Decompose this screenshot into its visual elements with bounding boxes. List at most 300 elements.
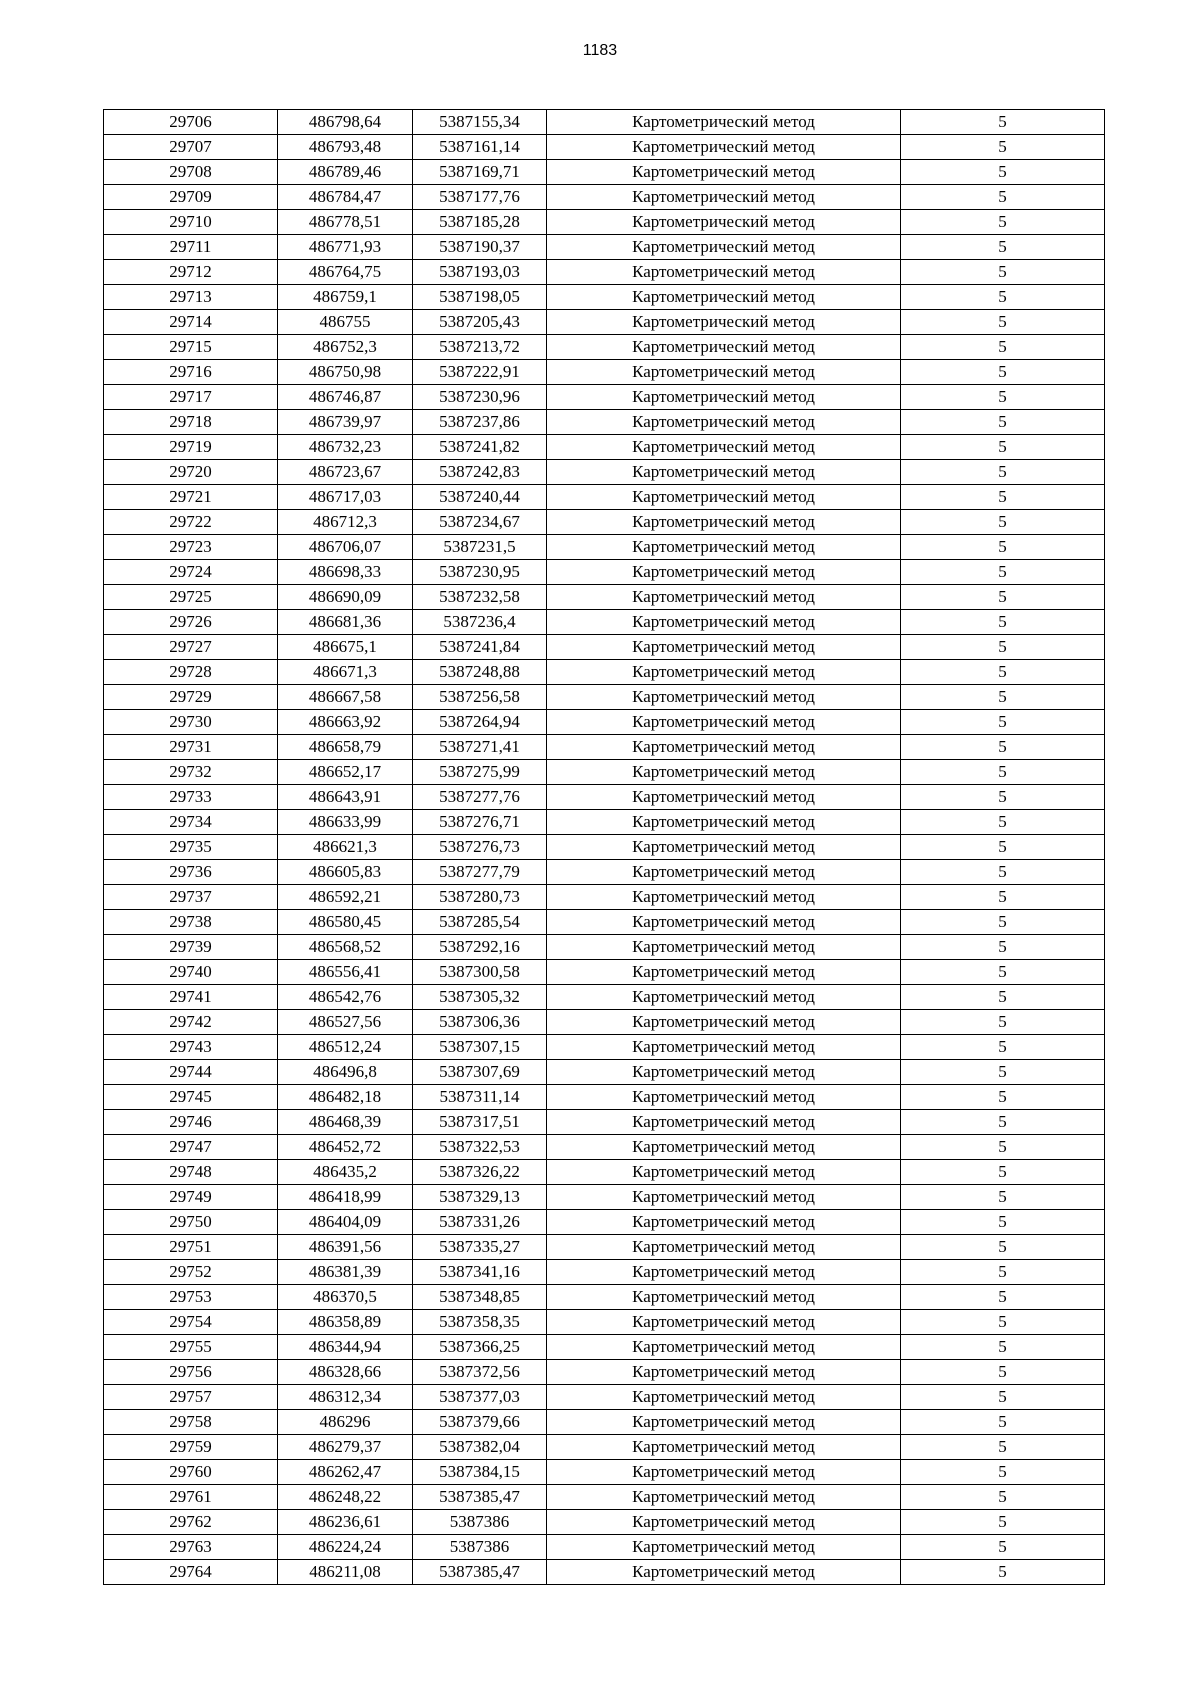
precision-cell: 5 [901, 660, 1105, 685]
point-number-cell: 29740 [104, 960, 278, 985]
x-coordinate-cell: 486279,37 [278, 1435, 413, 1460]
method-cell: Картометрический метод [547, 335, 901, 360]
x-coordinate-cell: 486592,21 [278, 885, 413, 910]
x-coordinate-cell: 486236,61 [278, 1510, 413, 1535]
point-number-cell: 29729 [104, 685, 278, 710]
x-coordinate-cell: 486211,08 [278, 1560, 413, 1585]
method-cell: Картометрический метод [547, 1335, 901, 1360]
point-number-cell: 29708 [104, 160, 278, 185]
y-coordinate-cell: 5387232,58 [413, 585, 547, 610]
precision-cell: 5 [901, 1285, 1105, 1310]
table-row [104, 910, 1105, 935]
precision-cell: 5 [901, 310, 1105, 335]
point-number-cell: 29734 [104, 810, 278, 835]
point-number-cell: 29719 [104, 435, 278, 460]
precision-cell: 5 [901, 760, 1105, 785]
table-row [104, 1385, 1105, 1410]
table-row [104, 885, 1105, 910]
method-cell: Картометрический метод [547, 610, 901, 635]
point-number-cell: 29759 [104, 1435, 278, 1460]
page-number: 1183 [582, 42, 618, 59]
y-coordinate-cell: 5387285,54 [413, 910, 547, 935]
method-cell: Картометрический метод [547, 710, 901, 735]
x-coordinate-cell: 486328,66 [278, 1360, 413, 1385]
x-coordinate-cell: 486798,64 [278, 110, 413, 135]
method-cell: Картометрический метод [547, 1260, 901, 1285]
point-number-cell: 29710 [104, 210, 278, 235]
point-number-cell: 29745 [104, 1085, 278, 1110]
y-coordinate-cell: 5387185,28 [413, 210, 547, 235]
method-cell: Картометрический метод [547, 685, 901, 710]
point-number-cell: 29726 [104, 610, 278, 635]
point-number-cell: 29718 [104, 410, 278, 435]
y-coordinate-cell: 5387276,73 [413, 835, 547, 860]
x-coordinate-cell: 486568,52 [278, 935, 413, 960]
method-cell: Картометрический метод [547, 135, 901, 160]
method-cell: Картометрический метод [547, 1535, 901, 1560]
x-coordinate-cell: 486344,94 [278, 1335, 413, 1360]
precision-cell: 5 [901, 1010, 1105, 1035]
point-number-cell: 29730 [104, 710, 278, 735]
table-row [104, 835, 1105, 860]
method-cell: Картометрический метод [547, 260, 901, 285]
point-number-cell: 29743 [104, 1035, 278, 1060]
method-cell: Картометрический метод [547, 1235, 901, 1260]
method-cell: Картометрический метод [547, 935, 901, 960]
point-number-cell: 29746 [104, 1110, 278, 1135]
table-row [104, 785, 1105, 810]
table-row [104, 510, 1105, 535]
coordinates-table-body [104, 110, 1105, 1585]
table-row [104, 760, 1105, 785]
precision-cell: 5 [901, 835, 1105, 860]
y-coordinate-cell: 5387307,69 [413, 1060, 547, 1085]
method-cell: Картометрический метод [547, 360, 901, 385]
precision-cell: 5 [901, 610, 1105, 635]
precision-cell: 5 [901, 235, 1105, 260]
precision-cell: 5 [901, 735, 1105, 760]
point-number-cell: 29713 [104, 285, 278, 310]
coordinates-table [103, 109, 1105, 1585]
x-coordinate-cell: 486512,24 [278, 1035, 413, 1060]
method-cell: Картометрический метод [547, 285, 901, 310]
precision-cell: 5 [901, 510, 1105, 535]
point-number-cell: 29753 [104, 1285, 278, 1310]
y-coordinate-cell: 5387358,35 [413, 1310, 547, 1335]
point-number-cell: 29762 [104, 1510, 278, 1535]
x-coordinate-cell: 486556,41 [278, 960, 413, 985]
x-coordinate-cell: 486496,8 [278, 1060, 413, 1085]
y-coordinate-cell: 5387348,85 [413, 1285, 547, 1310]
y-coordinate-cell: 5387331,26 [413, 1210, 547, 1235]
y-coordinate-cell: 5387271,41 [413, 735, 547, 760]
precision-cell: 5 [901, 410, 1105, 435]
x-coordinate-cell: 486759,1 [278, 285, 413, 310]
y-coordinate-cell: 5387306,36 [413, 1010, 547, 1035]
precision-cell: 5 [901, 1210, 1105, 1235]
table-row [104, 685, 1105, 710]
x-coordinate-cell: 486675,1 [278, 635, 413, 660]
method-cell: Картометрический метод [547, 385, 901, 410]
method-cell: Картометрический метод [547, 510, 901, 535]
precision-cell: 5 [901, 210, 1105, 235]
y-coordinate-cell: 5387386 [413, 1510, 547, 1535]
table-row [104, 235, 1105, 260]
point-number-cell: 29709 [104, 185, 278, 210]
point-number-cell: 29744 [104, 1060, 278, 1085]
table-row [104, 410, 1105, 435]
table-row [104, 1110, 1105, 1135]
x-coordinate-cell: 486681,36 [278, 610, 413, 635]
precision-cell: 5 [901, 635, 1105, 660]
table-row [104, 435, 1105, 460]
point-number-cell: 29725 [104, 585, 278, 610]
point-number-cell: 29752 [104, 1260, 278, 1285]
x-coordinate-cell: 486739,97 [278, 410, 413, 435]
table-row [104, 1260, 1105, 1285]
precision-cell: 5 [901, 685, 1105, 710]
table-row [104, 110, 1105, 135]
x-coordinate-cell: 486633,99 [278, 810, 413, 835]
point-number-cell: 29754 [104, 1310, 278, 1335]
precision-cell: 5 [901, 1335, 1105, 1360]
method-cell: Картометрический метод [547, 1360, 901, 1385]
x-coordinate-cell: 486312,34 [278, 1385, 413, 1410]
point-number-cell: 29735 [104, 835, 278, 860]
method-cell: Картометрический метод [547, 160, 901, 185]
x-coordinate-cell: 486435,2 [278, 1160, 413, 1185]
precision-cell: 5 [901, 560, 1105, 585]
table-row [104, 1360, 1105, 1385]
method-cell: Картометрический метод [547, 785, 901, 810]
x-coordinate-cell: 486542,76 [278, 985, 413, 1010]
precision-cell: 5 [901, 1410, 1105, 1435]
y-coordinate-cell: 5387276,71 [413, 810, 547, 835]
y-coordinate-cell: 5387277,79 [413, 860, 547, 885]
method-cell: Картометрический метод [547, 185, 901, 210]
table-row [104, 285, 1105, 310]
point-number-cell: 29742 [104, 1010, 278, 1035]
y-coordinate-cell: 5387326,22 [413, 1160, 547, 1185]
precision-cell: 5 [901, 135, 1105, 160]
point-number-cell: 29706 [104, 110, 278, 135]
y-coordinate-cell: 5387241,82 [413, 435, 547, 460]
point-number-cell: 29741 [104, 985, 278, 1010]
precision-cell: 5 [901, 1435, 1105, 1460]
point-number-cell: 29764 [104, 1560, 278, 1585]
method-cell: Картометрический метод [547, 735, 901, 760]
y-coordinate-cell: 5387300,58 [413, 960, 547, 985]
precision-cell: 5 [901, 1535, 1105, 1560]
x-coordinate-cell: 486580,45 [278, 910, 413, 935]
y-coordinate-cell: 5387307,15 [413, 1035, 547, 1060]
y-coordinate-cell: 5387234,67 [413, 510, 547, 535]
method-cell: Картометрический метод [547, 1385, 901, 1410]
y-coordinate-cell: 5387193,03 [413, 260, 547, 285]
x-coordinate-cell: 486262,47 [278, 1460, 413, 1485]
point-number-cell: 29712 [104, 260, 278, 285]
method-cell: Картометрический метод [547, 1460, 901, 1485]
table-row [104, 160, 1105, 185]
table-row [104, 1285, 1105, 1310]
method-cell: Картометрический метод [547, 1510, 901, 1535]
y-coordinate-cell: 5387236,4 [413, 610, 547, 635]
method-cell: Картометрический метод [547, 1410, 901, 1435]
precision-cell: 5 [901, 1560, 1105, 1585]
y-coordinate-cell: 5387311,14 [413, 1085, 547, 1110]
precision-cell: 5 [901, 360, 1105, 385]
x-coordinate-cell: 486381,39 [278, 1260, 413, 1285]
table-row [104, 1510, 1105, 1535]
point-number-cell: 29715 [104, 335, 278, 360]
precision-cell: 5 [901, 185, 1105, 210]
point-number-cell: 29747 [104, 1135, 278, 1160]
precision-cell: 5 [901, 985, 1105, 1010]
point-number-cell: 29723 [104, 535, 278, 560]
y-coordinate-cell: 5387198,05 [413, 285, 547, 310]
method-cell: Картометрический метод [547, 485, 901, 510]
table-row [104, 1185, 1105, 1210]
table-row [104, 1210, 1105, 1235]
table-row [104, 935, 1105, 960]
x-coordinate-cell: 486621,3 [278, 835, 413, 860]
precision-cell: 5 [901, 535, 1105, 560]
precision-cell: 5 [901, 1035, 1105, 1060]
x-coordinate-cell: 486667,58 [278, 685, 413, 710]
y-coordinate-cell: 5387190,37 [413, 235, 547, 260]
table-row [104, 310, 1105, 335]
method-cell: Картометрический метод [547, 560, 901, 585]
x-coordinate-cell: 486706,07 [278, 535, 413, 560]
table-row [104, 560, 1105, 585]
precision-cell: 5 [901, 1510, 1105, 1535]
y-coordinate-cell: 5387256,58 [413, 685, 547, 710]
method-cell: Картометрический метод [547, 1285, 901, 1310]
method-cell: Картометрический метод [547, 860, 901, 885]
table-row [104, 135, 1105, 160]
method-cell: Картометрический метод [547, 835, 901, 860]
y-coordinate-cell: 5387161,14 [413, 135, 547, 160]
point-number-cell: 29727 [104, 635, 278, 660]
table-row [104, 860, 1105, 885]
table-row [104, 210, 1105, 235]
precision-cell: 5 [901, 860, 1105, 885]
table-row [104, 660, 1105, 685]
x-coordinate-cell: 486482,18 [278, 1085, 413, 1110]
precision-cell: 5 [901, 960, 1105, 985]
method-cell: Картометрический метод [547, 760, 901, 785]
x-coordinate-cell: 486643,91 [278, 785, 413, 810]
y-coordinate-cell: 5387231,5 [413, 535, 547, 560]
method-cell: Картометрический метод [547, 635, 901, 660]
y-coordinate-cell: 5387366,25 [413, 1335, 547, 1360]
precision-cell: 5 [901, 1110, 1105, 1135]
x-coordinate-cell: 486527,56 [278, 1010, 413, 1035]
table-row [104, 810, 1105, 835]
precision-cell: 5 [901, 1235, 1105, 1260]
y-coordinate-cell: 5387242,83 [413, 460, 547, 485]
precision-cell: 5 [901, 710, 1105, 735]
method-cell: Картометрический метод [547, 1160, 901, 1185]
precision-cell: 5 [901, 1310, 1105, 1335]
x-coordinate-cell: 486771,93 [278, 235, 413, 260]
x-coordinate-cell: 486717,03 [278, 485, 413, 510]
point-number-cell: 29758 [104, 1410, 278, 1435]
y-coordinate-cell: 5387329,13 [413, 1185, 547, 1210]
point-number-cell: 29749 [104, 1185, 278, 1210]
table-row [104, 485, 1105, 510]
point-number-cell: 29756 [104, 1360, 278, 1385]
method-cell: Картометрический метод [547, 235, 901, 260]
point-number-cell: 29711 [104, 235, 278, 260]
x-coordinate-cell: 486752,3 [278, 335, 413, 360]
method-cell: Картометрический метод [547, 1485, 901, 1510]
table-row [104, 1160, 1105, 1185]
method-cell: Картометрический метод [547, 885, 901, 910]
precision-cell: 5 [901, 1060, 1105, 1085]
precision-cell: 5 [901, 885, 1105, 910]
method-cell: Картометрический метод [547, 985, 901, 1010]
table-row [104, 1235, 1105, 1260]
table-row [104, 385, 1105, 410]
point-number-cell: 29720 [104, 460, 278, 485]
x-coordinate-cell: 486224,24 [278, 1535, 413, 1560]
point-number-cell: 29728 [104, 660, 278, 685]
table-row [104, 1010, 1105, 1035]
y-coordinate-cell: 5387305,32 [413, 985, 547, 1010]
table-row [104, 1135, 1105, 1160]
point-number-cell: 29721 [104, 485, 278, 510]
point-number-cell: 29737 [104, 885, 278, 910]
y-coordinate-cell: 5387385,47 [413, 1485, 547, 1510]
method-cell: Картометрический метод [547, 910, 901, 935]
point-number-cell: 29760 [104, 1460, 278, 1485]
precision-cell: 5 [901, 935, 1105, 960]
x-coordinate-cell: 486784,47 [278, 185, 413, 210]
y-coordinate-cell: 5387177,76 [413, 185, 547, 210]
x-coordinate-cell: 486764,75 [278, 260, 413, 285]
x-coordinate-cell: 486605,83 [278, 860, 413, 885]
y-coordinate-cell: 5387222,91 [413, 360, 547, 385]
y-coordinate-cell: 5387382,04 [413, 1435, 547, 1460]
point-number-cell: 29750 [104, 1210, 278, 1235]
method-cell: Картометрический метод [547, 1185, 901, 1210]
precision-cell: 5 [901, 910, 1105, 935]
point-number-cell: 29739 [104, 935, 278, 960]
method-cell: Картометрический метод [547, 110, 901, 135]
table-row [104, 710, 1105, 735]
y-coordinate-cell: 5387317,51 [413, 1110, 547, 1135]
point-number-cell: 29717 [104, 385, 278, 410]
table-row [104, 1460, 1105, 1485]
method-cell: Картометрический метод [547, 460, 901, 485]
table-row [104, 1035, 1105, 1060]
precision-cell: 5 [901, 485, 1105, 510]
x-coordinate-cell: 486370,5 [278, 1285, 413, 1310]
y-coordinate-cell: 5387240,44 [413, 485, 547, 510]
point-number-cell: 29761 [104, 1485, 278, 1510]
x-coordinate-cell: 486452,72 [278, 1135, 413, 1160]
table-row [104, 535, 1105, 560]
x-coordinate-cell: 486793,48 [278, 135, 413, 160]
table-row [104, 1560, 1105, 1585]
y-coordinate-cell: 5387384,15 [413, 1460, 547, 1485]
x-coordinate-cell: 486789,46 [278, 160, 413, 185]
precision-cell: 5 [901, 585, 1105, 610]
y-coordinate-cell: 5387230,96 [413, 385, 547, 410]
precision-cell: 5 [901, 285, 1105, 310]
precision-cell: 5 [901, 1360, 1105, 1385]
y-coordinate-cell: 5387386 [413, 1535, 547, 1560]
table-row [104, 610, 1105, 635]
y-coordinate-cell: 5387280,73 [413, 885, 547, 910]
point-number-cell: 29733 [104, 785, 278, 810]
precision-cell: 5 [901, 335, 1105, 360]
precision-cell: 5 [901, 1460, 1105, 1485]
table-row [104, 260, 1105, 285]
method-cell: Картометрический метод [547, 535, 901, 560]
x-coordinate-cell: 486671,3 [278, 660, 413, 685]
method-cell: Картометрический метод [547, 1035, 901, 1060]
method-cell: Картометрический метод [547, 410, 901, 435]
point-number-cell: 29731 [104, 735, 278, 760]
x-coordinate-cell: 486750,98 [278, 360, 413, 385]
y-coordinate-cell: 5387275,99 [413, 760, 547, 785]
method-cell: Картометрический метод [547, 660, 901, 685]
method-cell: Картометрический метод [547, 1210, 901, 1235]
point-number-cell: 29732 [104, 760, 278, 785]
table-row [104, 1410, 1105, 1435]
method-cell: Картометрический метод [547, 1060, 901, 1085]
precision-cell: 5 [901, 1485, 1105, 1510]
y-coordinate-cell: 5387230,95 [413, 560, 547, 585]
y-coordinate-cell: 5387264,94 [413, 710, 547, 735]
table-row [104, 360, 1105, 385]
table-row [104, 460, 1105, 485]
point-number-cell: 29736 [104, 860, 278, 885]
table-row [104, 335, 1105, 360]
x-coordinate-cell: 486712,3 [278, 510, 413, 535]
method-cell: Картометрический метод [547, 1310, 901, 1335]
method-cell: Картометрический метод [547, 1110, 901, 1135]
x-coordinate-cell: 486755 [278, 310, 413, 335]
method-cell: Картометрический метод [547, 1085, 901, 1110]
method-cell: Картометрический метод [547, 585, 901, 610]
y-coordinate-cell: 5387372,56 [413, 1360, 547, 1385]
y-coordinate-cell: 5387241,84 [413, 635, 547, 660]
x-coordinate-cell: 486468,39 [278, 1110, 413, 1135]
x-coordinate-cell: 486698,33 [278, 560, 413, 585]
method-cell: Картометрический метод [547, 1010, 901, 1035]
point-number-cell: 29716 [104, 360, 278, 385]
x-coordinate-cell: 486746,87 [278, 385, 413, 410]
table-row [104, 1335, 1105, 1360]
point-number-cell: 29748 [104, 1160, 278, 1185]
y-coordinate-cell: 5387385,47 [413, 1560, 547, 1585]
precision-cell: 5 [901, 110, 1105, 135]
method-cell: Картометрический метод [547, 1435, 901, 1460]
precision-cell: 5 [901, 435, 1105, 460]
x-coordinate-cell: 486723,67 [278, 460, 413, 485]
precision-cell: 5 [901, 1260, 1105, 1285]
precision-cell: 5 [901, 460, 1105, 485]
method-cell: Картометрический метод [547, 960, 901, 985]
x-coordinate-cell: 486663,92 [278, 710, 413, 735]
x-coordinate-cell: 486248,22 [278, 1485, 413, 1510]
table-row [104, 1435, 1105, 1460]
y-coordinate-cell: 5387292,16 [413, 935, 547, 960]
table-row [104, 1485, 1105, 1510]
